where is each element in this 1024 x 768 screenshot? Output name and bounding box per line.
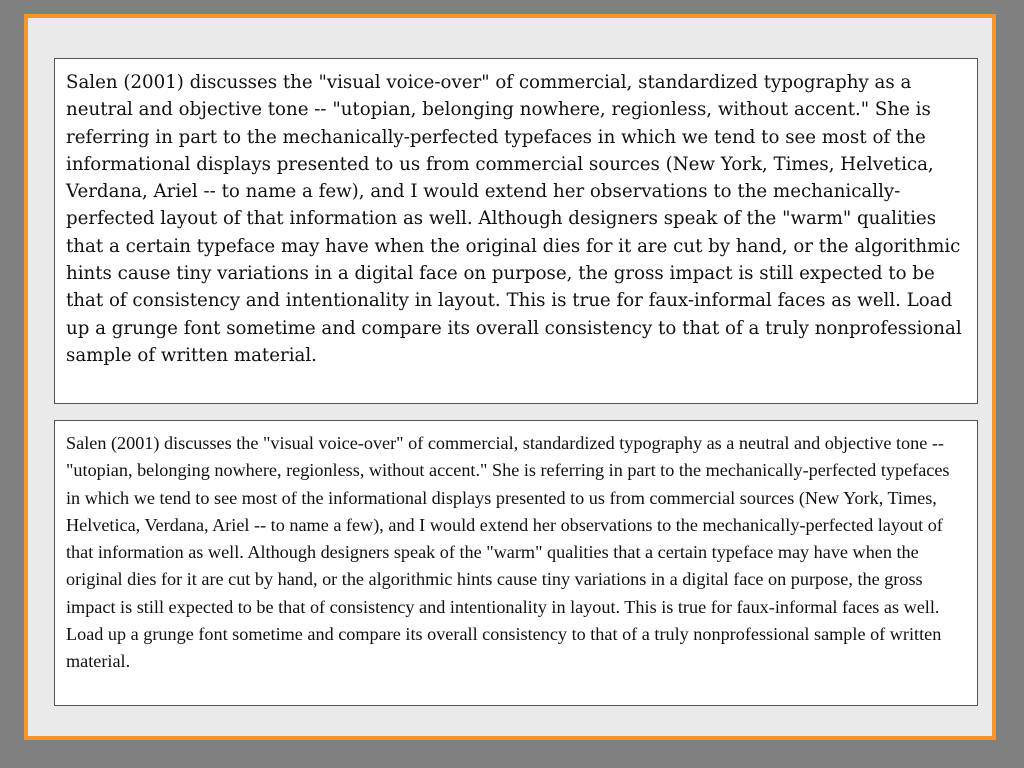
paragraph-old-style: Salen (2001) discusses the "visual voice-over" of commercial, standardized typography as a neutral and objective tone -- "utopian, belonging nowhere, regionless, without accent." She is referring in part to the mechanically-perfected typefaces in which we tend to see most of the informational displays presented to us from commercial sources (New York, Times, Helvetica, Verdana, Ariel -- to name a few), and I would extend her observations to the mechanically-perfected layout of that information as well. Although designers speak of the "warm" qualities that a certain typeface may have when the original dies for it are cut by hand, or the algorithmic hints cause tiny variations in a digital face on purpose, the gross impact is still expected to be that of consistency and intentionality in layout. This is true for faux-informal faces as well. Load up a grunge font sometime and compare its overall consistency to that of a truly nonprofessional sample of written material. [66,72,962,366]
paragraph-light-style: Salen (2001) discusses the "visual voice-over" of commercial, standardized typography as a neutral and objective tone -- "utopian, belonging nowhere, regionless, without accent." She is referring in part to the mechanically-perfected typefaces in which we tend to see most of the informational displays presented to us from commercial sources (New York, Times, Helvetica, Verdana, Ariel -- to name a few), and I would extend her observations to the mechanically-perfected layout of that information as well. Although designers speak of the "warm" qualities that a certain typeface may have when the original dies for it are cut by hand, or the algorithmic hints cause tiny variations in a digital face on purpose, the gross impact is still expected to be that of consistency and intentionality in layout. This is true for faux-informal faces as well. Load up a grunge font sometime and compare its overall consistency to that of a truly nonprofessional sample of written material. [66,433,950,672]
text-box-light-style [54,420,978,706]
text-box-old-style [54,58,978,404]
slide-frame [24,14,996,740]
